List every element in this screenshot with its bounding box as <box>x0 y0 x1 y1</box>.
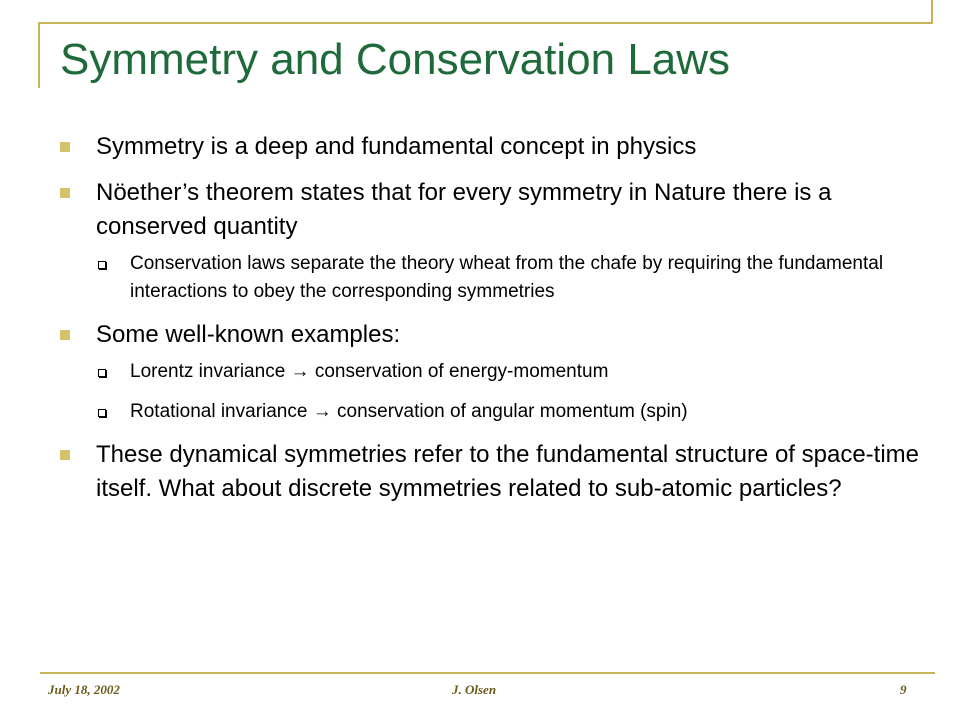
sub-bullet-item <box>96 398 920 426</box>
square-bullet-icon <box>60 188 70 198</box>
square-bullet-icon <box>60 450 70 460</box>
bullet-list <box>60 130 920 518</box>
bullet-item <box>60 438 920 506</box>
bullet-text: These dynamical symmetries refer to the fundamental structure of space-time itself. What about discrete symmetries related to sub-atomic particles? <box>96 441 920 502</box>
hollow-square-bullet-icon <box>98 369 106 377</box>
sub-bullet-list <box>96 250 920 306</box>
bullet-text: Some well-known examples: <box>96 321 401 348</box>
sub-bullet-item <box>96 358 920 386</box>
bullet-text: Symmetry is a deep and fundamental concept in physics <box>96 133 697 160</box>
frame-left-line <box>38 22 40 88</box>
hollow-square-bullet-icon <box>98 409 106 417</box>
square-bullet-icon <box>60 330 70 340</box>
footer-page-number: 9 <box>900 682 907 697</box>
sub-bullet-text: Lorentz invariance → conservation of energy-momentum <box>130 361 609 382</box>
bullet-text: Nöether’s theorem states that for every symmetry in Nature there is a conserved quantity <box>96 179 832 240</box>
bullet-item <box>60 318 920 426</box>
sub-bullet-text: Rotational invariance → conservation of angular momentum (spin) <box>130 401 688 422</box>
sub-bullet-list <box>96 358 920 426</box>
frame-bottom-line <box>40 672 935 674</box>
bullet-item <box>60 130 920 164</box>
footer-date: July 18, 2002 <box>48 682 120 697</box>
footer-author: J. Olsen <box>452 682 497 697</box>
hollow-square-bullet-icon <box>98 261 106 269</box>
square-bullet-icon <box>60 142 70 152</box>
sub-bullet-item <box>96 250 920 306</box>
slide-title: Symmetry and Conservation Laws <box>60 35 731 84</box>
frame-right-line <box>931 0 933 24</box>
sub-bullet-text: Conservation laws separate the theory wheat from the chafe by requiring the fundamental interactions to obey the corresponding symmetries <box>130 253 884 302</box>
bullet-item <box>60 176 920 306</box>
frame-top-line <box>38 22 933 24</box>
